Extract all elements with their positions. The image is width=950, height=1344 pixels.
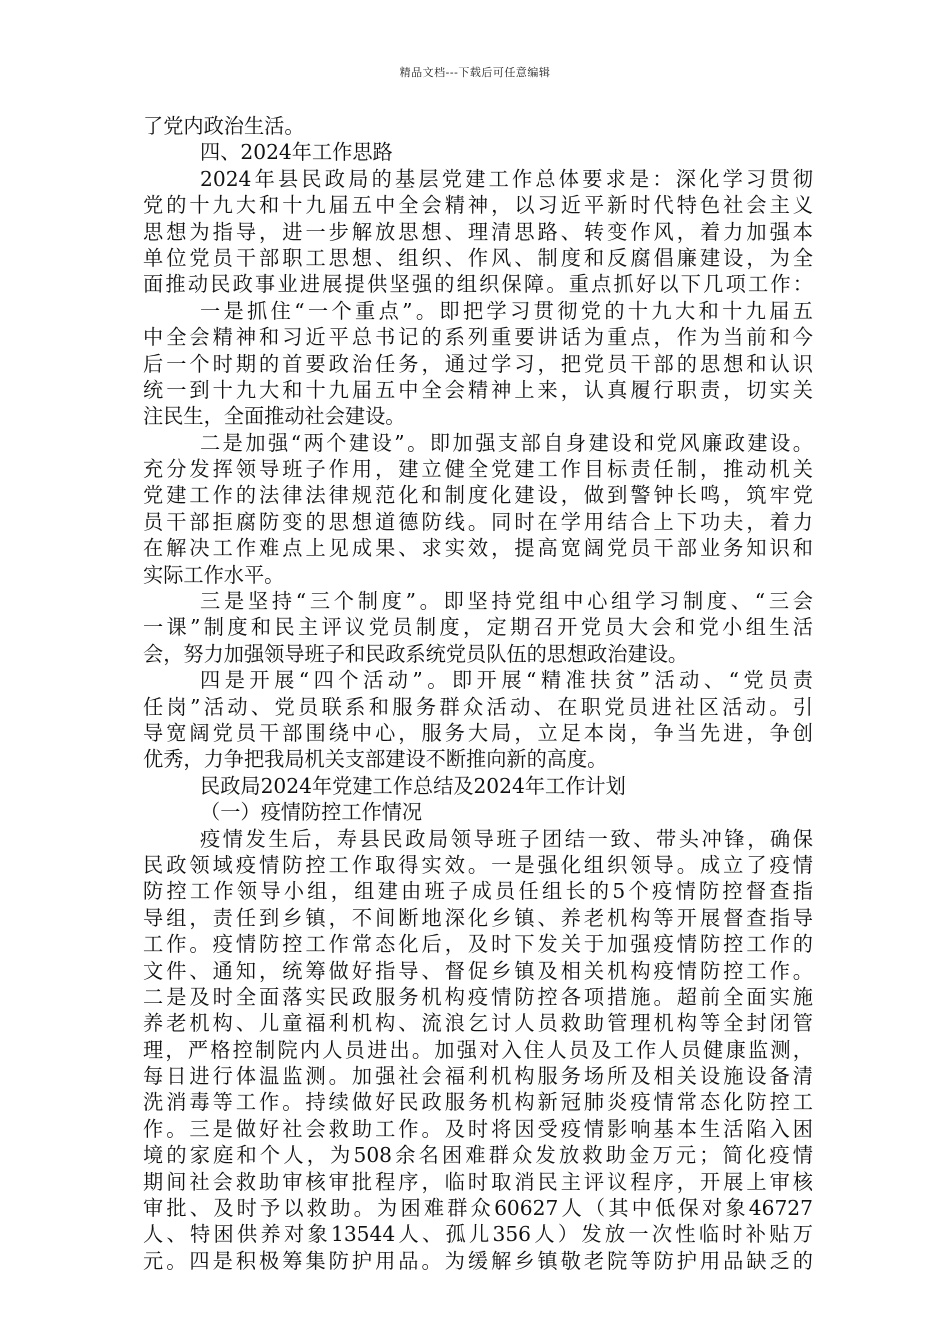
- text-line: 一是抓住“一个重点”。即把学习贯彻党的十九大和十九届五: [200, 298, 813, 323]
- text-line: 导组，责任到乡镇，不间断地深化乡镇、养老机构等开展督查指导: [143, 905, 813, 930]
- text-line: 人、特困供养对象13544人、孤儿356人）发放一次性临时补贴万: [143, 1222, 813, 1247]
- text-line: 每日进行体温监测。加强社会福利机构服务场所及相关设施设备清: [143, 1064, 813, 1089]
- text-line: 境的家庭和个人，为508余名困难群众发放救助金万元；简化疫情: [143, 1143, 813, 1168]
- text-line: 养老机构、儿童福利机构、流浪乞讨人员救助管理机构等全封闭管: [143, 1011, 813, 1036]
- text-line: 元。四是积极筹集防护用品。为缓解乡镇敬老院等防护用品缺乏的: [143, 1248, 813, 1273]
- text-line: 疫情发生后，寿县民政局领导班子团结一致、带头冲锋，确保: [200, 826, 813, 851]
- text-line: 实际工作水平。: [143, 562, 285, 587]
- text-line: （一）疫情防控工作情况: [200, 800, 423, 825]
- text-line: 充分发挥领导班子作用，建立健全党建工作目标责任制，推动机关: [143, 457, 813, 482]
- text-line: 面推动民政事业进展提供坚强的组织保障。重点抓好以下几项工作：: [143, 272, 813, 297]
- text-line: 民政局2024年党建工作总结及2024年工作计划: [200, 773, 626, 798]
- text-line: 思想为指导，进一步解放思想、理清思路、转变作风，着力加强本: [143, 219, 813, 244]
- text-line: 员干部拒腐防变的思想道德防线。同时在学用结合上下功夫，着力: [143, 509, 813, 534]
- text-line: 期间社会救助审核审批程序，临时取消民主评议程序，开展上审核: [143, 1169, 813, 1194]
- text-line: 理，严格控制院内人员进出。加强对入住人员及工作人员健康监测，: [143, 1037, 813, 1062]
- text-line: 会，努力加强领导班子和民政系统党员队伍的思想政治建设。: [143, 641, 689, 666]
- document-body: [143, 113, 813, 1274]
- text-line: 作。三是做好社会救助工作。及时将因受疫情影响基本生活陷入困: [143, 1116, 813, 1141]
- text-line: 一课”制度和民主评议党员制度，定期召开党员大会和党小组生活: [143, 615, 813, 640]
- text-line: 单位党员干部职工思想、组织、作风、制度和反腐倡廉建设，为全: [143, 245, 813, 270]
- text-line: 四是开展“四个活动”。即开展“精准扶贫”活动、“党员责: [200, 668, 813, 693]
- text-line: 注民生，全面推动社会建设。: [143, 404, 406, 429]
- text-line: 在解决工作难点上见成果、求实效，提高宽阔党员干部业务知识和: [143, 536, 813, 561]
- text-line: 二是加强“两个建设”。即加强支部自身建设和党风廉政建设。: [200, 430, 813, 455]
- text-line: 审批、及时予以救助。为困难群众60627人（其中低保对象46727: [143, 1196, 813, 1221]
- text-line: 防控工作领导小组，组建由班子成员任组长的5个疫情防控督查指: [143, 879, 813, 904]
- text-line: 工作。疫情防控工作常态化后，及时下发关于加强疫情防控工作的: [143, 932, 813, 957]
- text-line: 了党内政治生活。: [143, 114, 305, 138]
- text-line: 三是坚持“三个制度”。即坚持党组中心组学习制度、“三会: [200, 589, 813, 614]
- text-line: 统一到十九大和十九届五中全会精神上来，认真履行职责，切实关: [143, 377, 813, 402]
- text-line: 中全会精神和习近平总书记的系列重要讲话为重点，作为当前和今: [143, 325, 813, 350]
- text-line: 后一个时期的首要政治任务，通过学习，把党员干部的思想和认识: [143, 351, 813, 376]
- text-line: 民政领域疫情防控工作取得实效。一是强化组织领导。成立了疫情: [143, 852, 813, 877]
- text-line: 2024年县民政局的基层党建工作总体要求是：深化学习贯彻: [200, 166, 813, 191]
- text-line: 优秀，力争把我局机关支部建设不断推向新的高度。: [143, 747, 608, 772]
- page-header: 精品文档---下载后可任意编辑: [399, 66, 551, 79]
- text-line: 党的十九大和十九届五中全会精神，以习近平新时代特色社会主义: [143, 193, 813, 218]
- text-line: 二是及时全面落实民政服务机构疫情防控各项措施。超前全面实施: [143, 984, 813, 1009]
- text-line: 任岗”活动、党员联系和服务群众活动、在职党员进社区活动。引: [143, 694, 813, 719]
- text-line: 洗消毒等工作。持续做好民政服务机构新冠肺炎疫情常态化防控工: [143, 1090, 813, 1115]
- text-line: 党建工作的法律法律规范化和制度化建设，做到警钟长鸣，筑牢党: [143, 483, 813, 508]
- text-line: 四、2024年工作思路: [200, 140, 393, 165]
- text-line: 文件、通知，统筹做好指导、督促乡镇及相关机构疫情防控工作。: [143, 958, 813, 983]
- text-line: 导宽阔党员干部围绕中心，服务大局，立足本岗，争当先进，争创: [143, 720, 813, 745]
